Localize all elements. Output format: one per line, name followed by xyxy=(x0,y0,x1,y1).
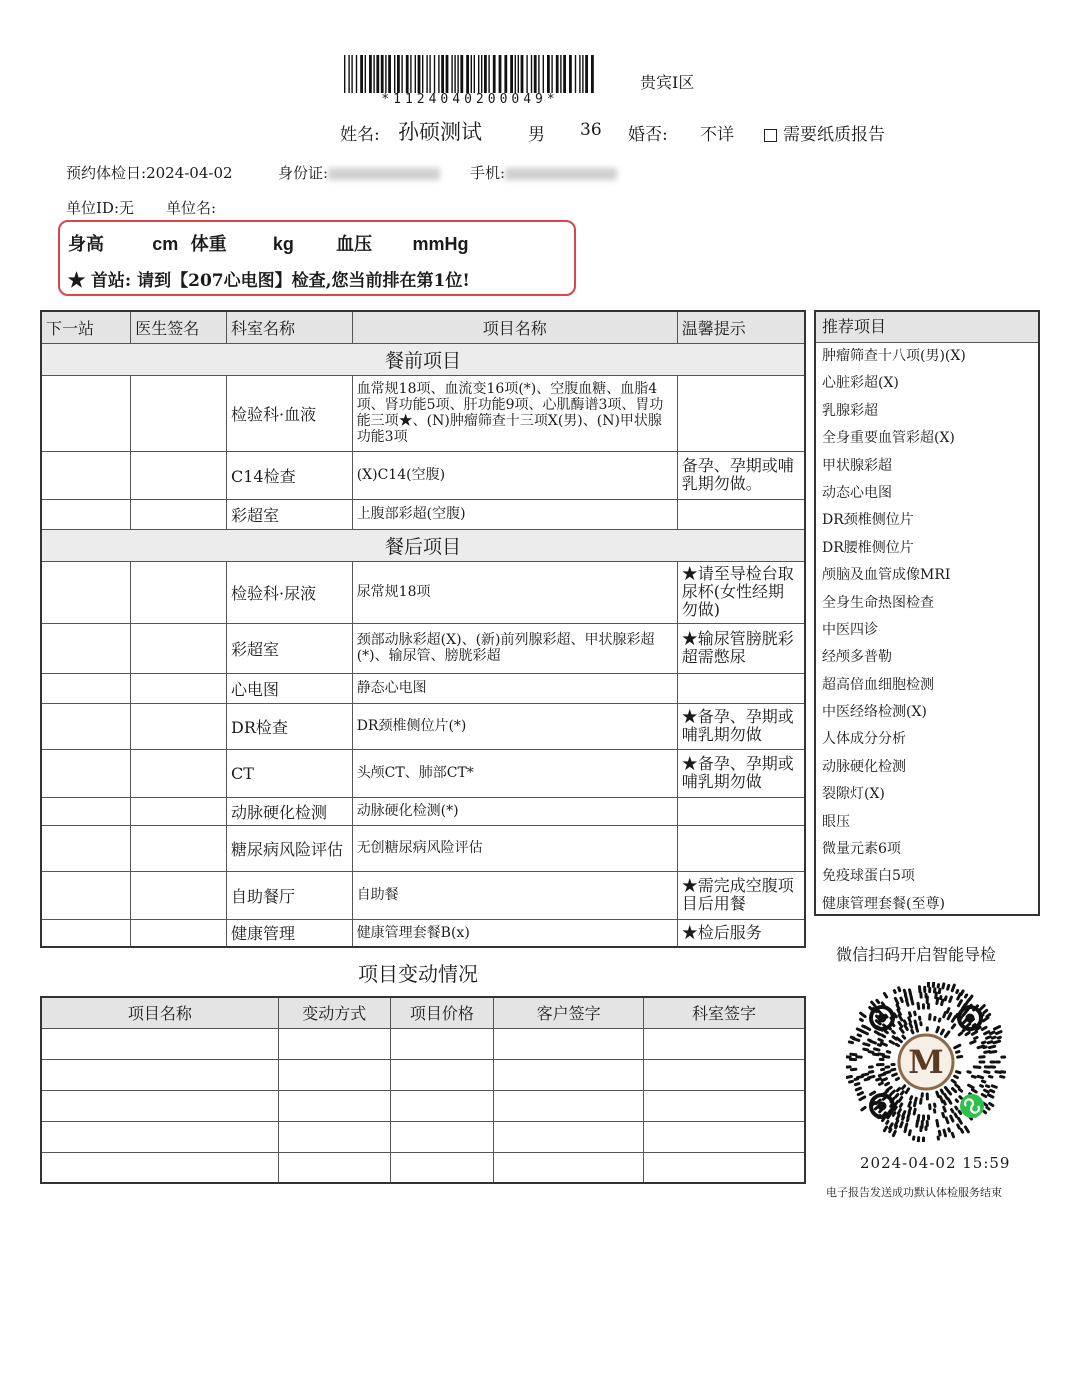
tip-cell: ★需完成空腹项目后用餐 xyxy=(677,871,805,919)
items-cell: 动脉硬化检测(*) xyxy=(352,797,677,825)
height-label: 身高 xyxy=(68,234,104,255)
dept-cell: DR检查 xyxy=(227,703,353,749)
appointment-label: 预约体检日: xyxy=(66,164,147,182)
changes-col-price: 项目价格 xyxy=(390,997,494,1028)
recommend-panel xyxy=(814,310,1040,916)
changes-table xyxy=(40,996,806,1184)
table-row xyxy=(41,375,805,451)
recommend-list xyxy=(816,343,1038,918)
paper-report-label: 需要纸质报告 xyxy=(783,125,885,145)
print-datetime: 2024-04-02 15:59 xyxy=(860,1154,1011,1172)
tip-cell: ★备孕、孕期或哺乳期勿做 xyxy=(677,749,805,797)
patient-age: 36 xyxy=(580,120,602,140)
patient-name: 孙硕测试 xyxy=(398,120,482,144)
changes-cell xyxy=(643,1121,805,1152)
changes-cell xyxy=(494,1028,644,1059)
patient-gender: 男 xyxy=(528,125,545,145)
recommend-item: 乳腺彩超 xyxy=(822,402,878,419)
id-card xyxy=(278,162,440,183)
recommend-item: 全身重要血管彩超(X) xyxy=(822,430,955,447)
changes-cell xyxy=(41,1059,278,1090)
paper-report-option[interactable] xyxy=(764,120,885,145)
phone-redacted xyxy=(505,168,617,180)
barcode xyxy=(342,55,598,93)
tip-cell: ★备孕、孕期或哺乳期勿做 xyxy=(677,703,805,749)
wechat-scan-label: 微信扫码开启智能导检 xyxy=(836,945,997,964)
recommend-item: 全身生命热图检查 xyxy=(822,594,934,611)
table-row xyxy=(41,561,805,623)
recommend-item: 中医四诊 xyxy=(822,621,878,638)
table-row xyxy=(41,749,805,797)
changes-col-method: 变动方式 xyxy=(278,997,390,1028)
recommend-item: 免疫球蛋白5项 xyxy=(822,868,915,885)
changes-cell xyxy=(41,1090,278,1121)
col-next-stop: 下一站 xyxy=(41,311,131,343)
tip-cell: ★输尿管膀胱彩超需憋尿 xyxy=(677,623,805,673)
unit-id xyxy=(66,197,134,218)
area-label: 贵宾I区 xyxy=(640,73,695,92)
appointment-date xyxy=(66,162,233,183)
changes-cell xyxy=(41,1028,278,1059)
changes-row xyxy=(41,1090,805,1121)
exam-table-header xyxy=(41,311,805,343)
tip-cell: ★检后服务 xyxy=(677,919,805,947)
dept-cell: 心电图 xyxy=(227,673,353,703)
recommend-item: 中医经络检测(X) xyxy=(822,704,927,721)
table-row xyxy=(41,623,805,673)
tip-cell: 备孕、孕期或哺乳期勿做。 xyxy=(677,451,805,499)
phone xyxy=(470,162,617,183)
recommend-item: 裂隙灯(X) xyxy=(822,786,885,803)
table-row xyxy=(41,499,805,529)
col-tips: 温馨提示 xyxy=(677,311,805,343)
recommend-item: 经颅多普勒 xyxy=(822,649,892,666)
recommend-item: DR颈椎侧位片 xyxy=(822,512,914,529)
dept-cell: 糖尿病风险评估 xyxy=(227,825,353,871)
appointment-value: 2024-04-02 xyxy=(146,164,233,182)
dept-cell: CT xyxy=(227,749,353,797)
service-note: 电子报告发送成功默认体检服务结束 xyxy=(826,1186,1002,1199)
bp-label: 血压 xyxy=(336,234,373,255)
items-cell: 静态心电图 xyxy=(352,673,677,703)
recommend-title: 推荐项目 xyxy=(816,312,1038,343)
barcode-number: *1124040200049* xyxy=(381,92,559,107)
dept-cell: 彩超室 xyxy=(227,623,353,673)
table-row xyxy=(41,871,805,919)
items-cell: 无创糖尿病风险评估 xyxy=(352,825,677,871)
recommend-item: 眼压 xyxy=(822,813,850,830)
items-cell: 自助餐 xyxy=(352,871,677,919)
changes-cell xyxy=(278,1121,390,1152)
dept-cell: C14检查 xyxy=(227,451,353,499)
table-row xyxy=(41,825,805,871)
table-row xyxy=(41,919,805,947)
changes-cell xyxy=(494,1121,644,1152)
col-doctor-sign: 医生签名 xyxy=(131,311,227,343)
unit-id-value: 无 xyxy=(119,199,135,217)
col-department: 科室名称 xyxy=(227,311,353,343)
tip-cell: ★请至导检台取尿杯(女性经期勿做) xyxy=(677,561,805,623)
items-cell: 头颅CT、肺部CT* xyxy=(352,749,677,797)
pre-meal-section: 餐前项目 xyxy=(41,343,805,375)
qr-code[interactable] xyxy=(846,982,1006,1142)
changes-cell xyxy=(41,1121,278,1152)
weight-unit: kg xyxy=(272,234,294,254)
name-label: 姓名: xyxy=(340,125,380,145)
tip-cell xyxy=(677,797,805,825)
changes-cell xyxy=(494,1059,644,1090)
recommend-item: 甲状腺彩超 xyxy=(822,457,892,474)
items-cell: (X)C14(空腹) xyxy=(352,451,677,499)
qr-logo: M xyxy=(908,1043,944,1081)
changes-title: 项目变动情况 xyxy=(358,962,478,986)
recommend-item: 动脉硬化检测 xyxy=(822,758,906,775)
recommend-item: 健康管理套餐(至尊) xyxy=(822,895,945,912)
items-cell: 尿常规18项 xyxy=(352,561,677,623)
recommend-item: DR腰椎侧位片 xyxy=(822,539,914,556)
tip-cell xyxy=(677,673,805,703)
items-cell: DR颈椎侧位片(*) xyxy=(352,703,677,749)
unit-name-label: 单位名: xyxy=(166,199,217,217)
changes-cell xyxy=(643,1059,805,1090)
first-stop-notice: ★ 首站: 请到【207心电图】检查,您当前排在第1位! xyxy=(68,271,470,291)
changes-cell xyxy=(643,1152,805,1183)
unit-id-label: 单位ID: xyxy=(66,199,120,217)
changes-header xyxy=(41,997,805,1028)
marital-status: 不详 xyxy=(700,125,734,145)
recommend-item: 肿瘤筛查十八项(男)(X) xyxy=(822,348,966,364)
changes-cell xyxy=(390,1028,494,1059)
id-card-label: 身份证: xyxy=(278,164,329,182)
changes-row xyxy=(41,1121,805,1152)
exam-table xyxy=(40,310,806,948)
changes-cell xyxy=(390,1059,494,1090)
changes-cell xyxy=(278,1152,390,1183)
changes-col-customer-sign: 客户签字 xyxy=(494,997,644,1028)
dept-cell: 动脉硬化检测 xyxy=(227,797,353,825)
changes-cell xyxy=(41,1152,278,1183)
recommend-item: 人体成分分析 xyxy=(822,731,906,748)
table-row xyxy=(41,673,805,703)
items-cell: 血常规18项、血流变16项(*)、空腹血糖、血脂4项、肾功能5项、肝功能9项、心肌酶谱3项、胃功能三项★、(N)肿瘤筛查十三项X(男)、(N)甲状腺功能3项 xyxy=(352,375,677,451)
changes-cell xyxy=(278,1028,390,1059)
items-cell: 健康管理套餐B(x) xyxy=(352,919,677,947)
table-row xyxy=(41,797,805,825)
changes-row xyxy=(41,1152,805,1183)
recommend-item: 微量元素6项 xyxy=(822,841,901,858)
tip-cell xyxy=(677,825,805,871)
changes-cell xyxy=(643,1090,805,1121)
changes-cell xyxy=(278,1090,390,1121)
changes-cell xyxy=(494,1152,644,1183)
dept-cell: 检验科·尿液 xyxy=(227,561,353,623)
changes-row xyxy=(41,1028,805,1059)
tip-cell xyxy=(677,499,805,529)
post-meal-section: 餐后项目 xyxy=(41,529,805,561)
dept-cell: 彩超室 xyxy=(227,499,353,529)
changes-cell xyxy=(278,1059,390,1090)
changes-cell xyxy=(494,1090,644,1121)
phone-label: 手机: xyxy=(470,164,506,182)
changes-col-dept-sign: 科室签字 xyxy=(643,997,805,1028)
dept-cell: 检验科·血液 xyxy=(227,375,353,451)
tip-cell xyxy=(677,375,805,451)
changes-row xyxy=(41,1059,805,1090)
weight-label: 体重 xyxy=(190,234,227,255)
table-row xyxy=(41,703,805,749)
changes-cell xyxy=(390,1152,494,1183)
vitals-line xyxy=(68,230,468,256)
dept-cell: 自助餐厅 xyxy=(227,871,353,919)
height-unit: cm xyxy=(152,234,179,254)
changes-cell xyxy=(390,1121,494,1152)
recommend-item: 超高倍血细胞检测 xyxy=(822,676,934,693)
recommend-item: 颅脑及血管成像MRI xyxy=(822,567,951,584)
dept-cell: 健康管理 xyxy=(227,919,353,947)
changes-cell xyxy=(643,1028,805,1059)
bp-unit: mmHg xyxy=(412,234,469,254)
recommend-item: 心脏彩超(X) xyxy=(822,375,899,392)
changes-cell xyxy=(390,1090,494,1121)
paper-report-checkbox[interactable] xyxy=(764,129,777,142)
table-row xyxy=(41,451,805,499)
recommend-item: 动态心电图 xyxy=(822,484,892,501)
items-cell: 颈部动脉彩超(X)、(新)前列腺彩超、甲状腺彩超(*)、输尿管、膀胱彩超 xyxy=(352,623,677,673)
col-item-name: 项目名称 xyxy=(352,311,677,343)
marital-label: 婚否: xyxy=(628,125,668,145)
changes-col-item: 项目名称 xyxy=(41,997,278,1028)
id-card-redacted xyxy=(328,168,440,180)
items-cell: 上腹部彩超(空腹) xyxy=(352,499,677,529)
